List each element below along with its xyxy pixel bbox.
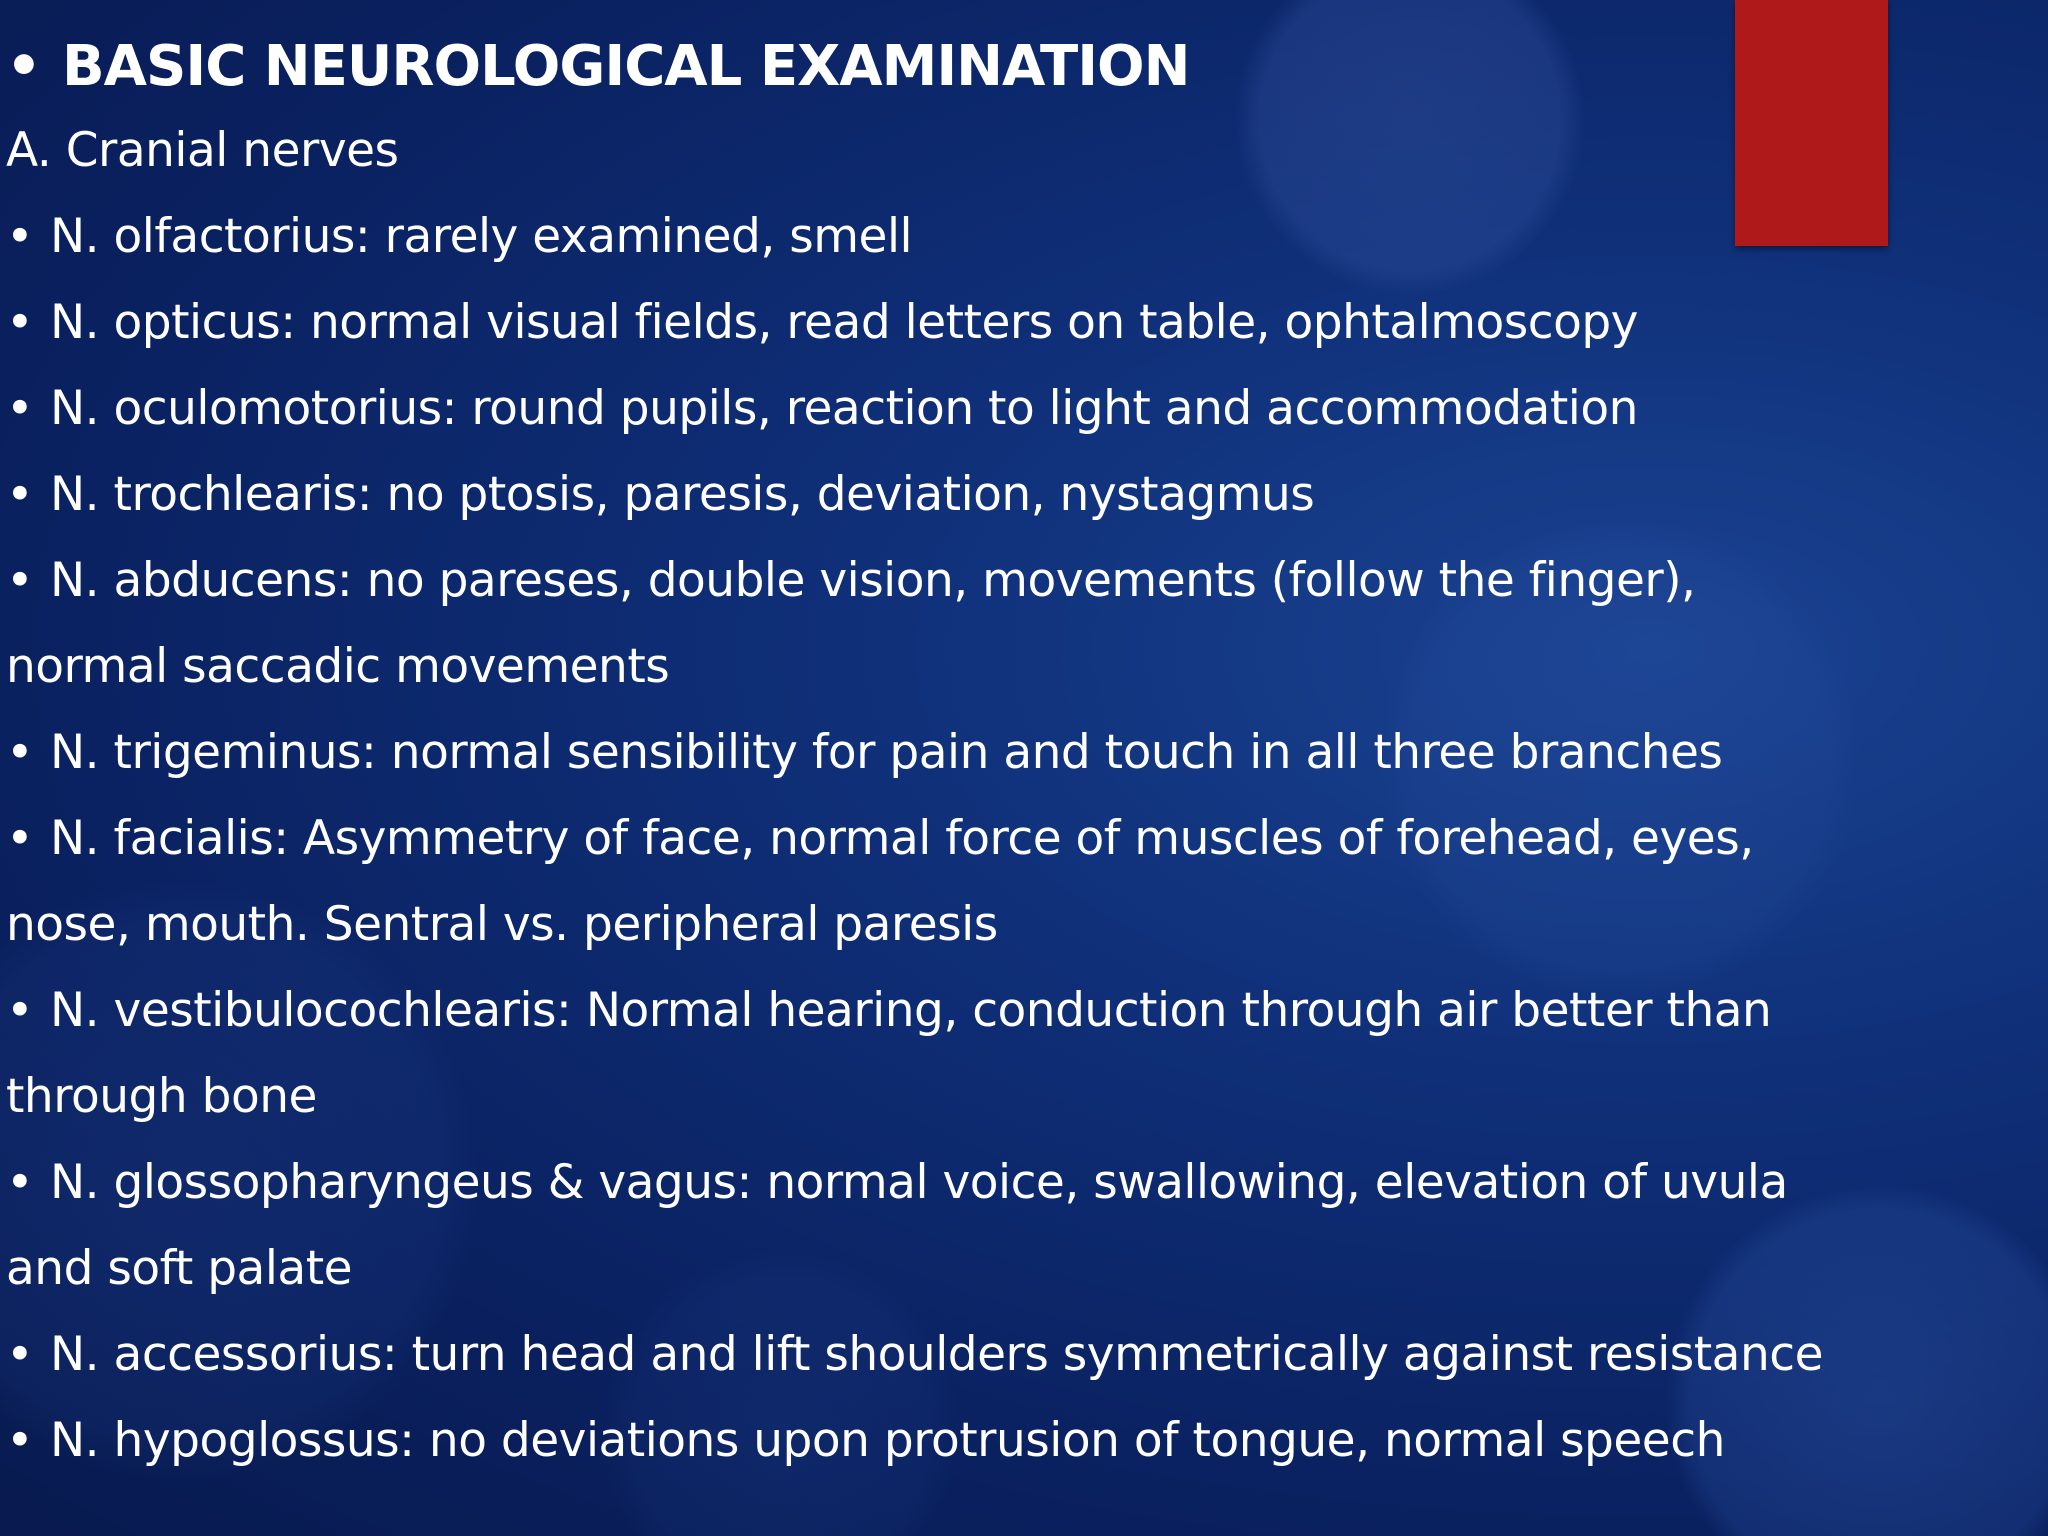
- slide-title: [6, 26, 1956, 108]
- list-item: [6, 1140, 1956, 1226]
- bullet-point: •: [6, 1155, 34, 1210]
- bullet-point: •: [6, 381, 34, 436]
- slide-content: [6, 26, 1956, 1484]
- list-item: [6, 1398, 1956, 1484]
- list-item: [6, 968, 1956, 1054]
- bullet-point: •: [6, 209, 34, 264]
- list-item-text: N. glossopharyngeus & vagus: normal voice, swallowing, elevation of uvula: [50, 1155, 1788, 1210]
- list-item-continuation: [6, 1226, 1956, 1312]
- title-bullet: •: [6, 34, 41, 99]
- list-item-text: nose, mouth. Sentral vs. peripheral paresis: [6, 897, 998, 952]
- bullet-point: •: [6, 1413, 34, 1468]
- list-item-text: N. trigeminus: normal sensibility for pain and touch in all three branches: [50, 725, 1723, 780]
- list-item: [6, 194, 1956, 280]
- list-item-continuation: [6, 882, 1956, 968]
- list-item-text: N. oculomotorius: round pupils, reaction to light and accommodation: [50, 381, 1638, 436]
- list-item-text: N. facialis: Asymmetry of face, normal force of muscles of forehead, eyes,: [50, 811, 1754, 866]
- list-item: [6, 538, 1956, 624]
- list-item: [6, 280, 1956, 366]
- bullet-point: •: [6, 725, 34, 780]
- list-item: [6, 366, 1956, 452]
- section-heading: A. Cranial nerves: [6, 123, 399, 178]
- list-item-text: N. opticus: normal visual fields, read letters on table, ophtalmoscopy: [50, 295, 1638, 350]
- list-item-continuation: [6, 1054, 1956, 1140]
- bullet-point: •: [6, 295, 34, 350]
- list-item-text: N. vestibulocochlearis: Normal hearing, conduction through air better than: [50, 983, 1772, 1038]
- list-item-text: N. hypoglossus: no deviations upon protrusion of tongue, normal speech: [50, 1413, 1725, 1468]
- list-item: [6, 796, 1956, 882]
- list-item: [6, 710, 1956, 796]
- list-item-text: N. accessorius: turn head and lift shoulders symmetrically against resistance: [50, 1327, 1824, 1382]
- list-item-text: through bone: [6, 1069, 317, 1124]
- list-item-continuation: [6, 624, 1956, 710]
- bullet-point: •: [6, 811, 34, 866]
- bullet-point: •: [6, 1327, 34, 1382]
- cranial-nerve-list: [6, 194, 1956, 1484]
- list-item: [6, 1312, 1956, 1398]
- list-item: [6, 452, 1956, 538]
- list-item-text: N. trochlearis: no ptosis, paresis, deviation, nystagmus: [50, 467, 1315, 522]
- list-item-text: normal saccadic movements: [6, 639, 670, 694]
- bullet-point: •: [6, 467, 34, 522]
- list-item-text: N. olfactorius: rarely examined, smell: [50, 209, 913, 264]
- title-text: BASIC NEUROLOGICAL EXAMINATION: [62, 34, 1190, 99]
- list-item-text: N. abducens: no pareses, double vision, movements (follow the finger),: [50, 553, 1696, 608]
- bullet-point: •: [6, 983, 34, 1038]
- bullet-point: •: [6, 553, 34, 608]
- list-item-text: and soft palate: [6, 1241, 353, 1296]
